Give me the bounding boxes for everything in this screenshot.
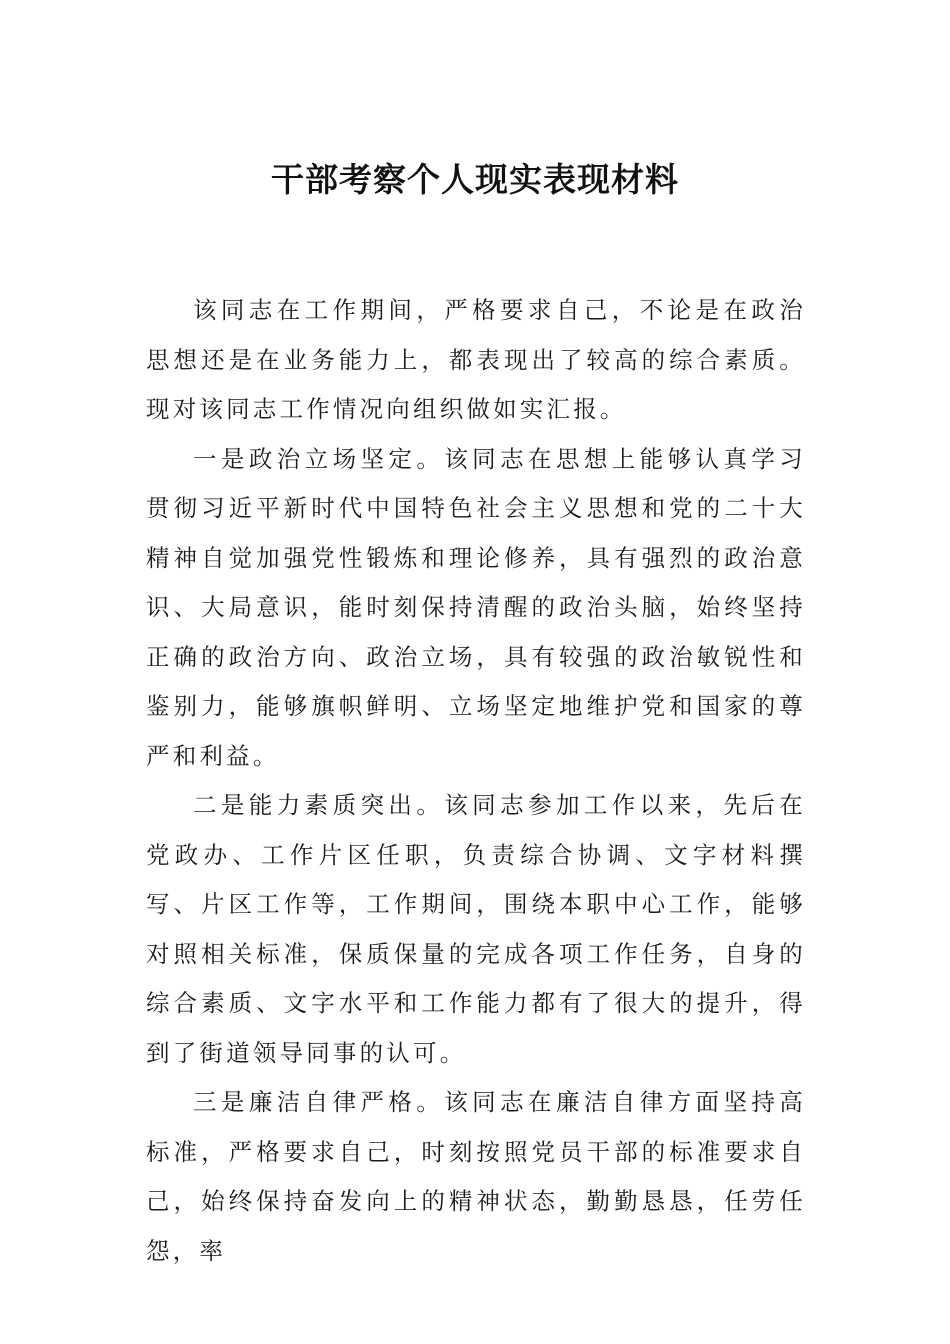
paragraph-ability: 二是能力素质突出。该同志参加工作以来，先后在党政办、工作片区任职，负责综合协调、文字材料撰写、片区工作等，工作期间，围绕本职中心工作，能够对照相关标准，保质保量的完成各项工作任务，自身的综合素质、文字水平和工作能力都有了很大的提升，得到了街道领导同事的认可。 [146, 791, 806, 1067]
paragraph-political-stance: 一是政治立场坚定。该同志在思想上能够认真学习贯彻习近平新时代中国特色社会主义思想和党的二十大精神自觉加强党性锻炼和理论修养，具有强烈的政治意识、大局意识，能时刻保持清醒的政治头脑，始终坚持正确的政治方向、政治立场，具有较强的政治敏锐性和鉴别力，能够旗帜鲜明、立场坚定地维护党和国家的尊严和利益。 [146, 444, 806, 770]
paragraph-integrity: 三是廉洁自律严格。该同志在廉洁自律方面坚持高标准，严格要求自己，时刻按照党员干部的标准要求自己，始终保持奋发向上的精神状态，勤勤恳恳，任劳任怨，率 [146, 1088, 806, 1265]
document-body [146, 286, 806, 1276]
document-title: 干部考察个人现实表现材料 [271, 160, 679, 199]
paragraph-intro: 该同志在工作期间，严格要求自己，不论是在政治思想还是在业务能力上，都表现出了较高的综合素质。现对该同志工作情况向组织做如实汇报。 [146, 296, 806, 423]
